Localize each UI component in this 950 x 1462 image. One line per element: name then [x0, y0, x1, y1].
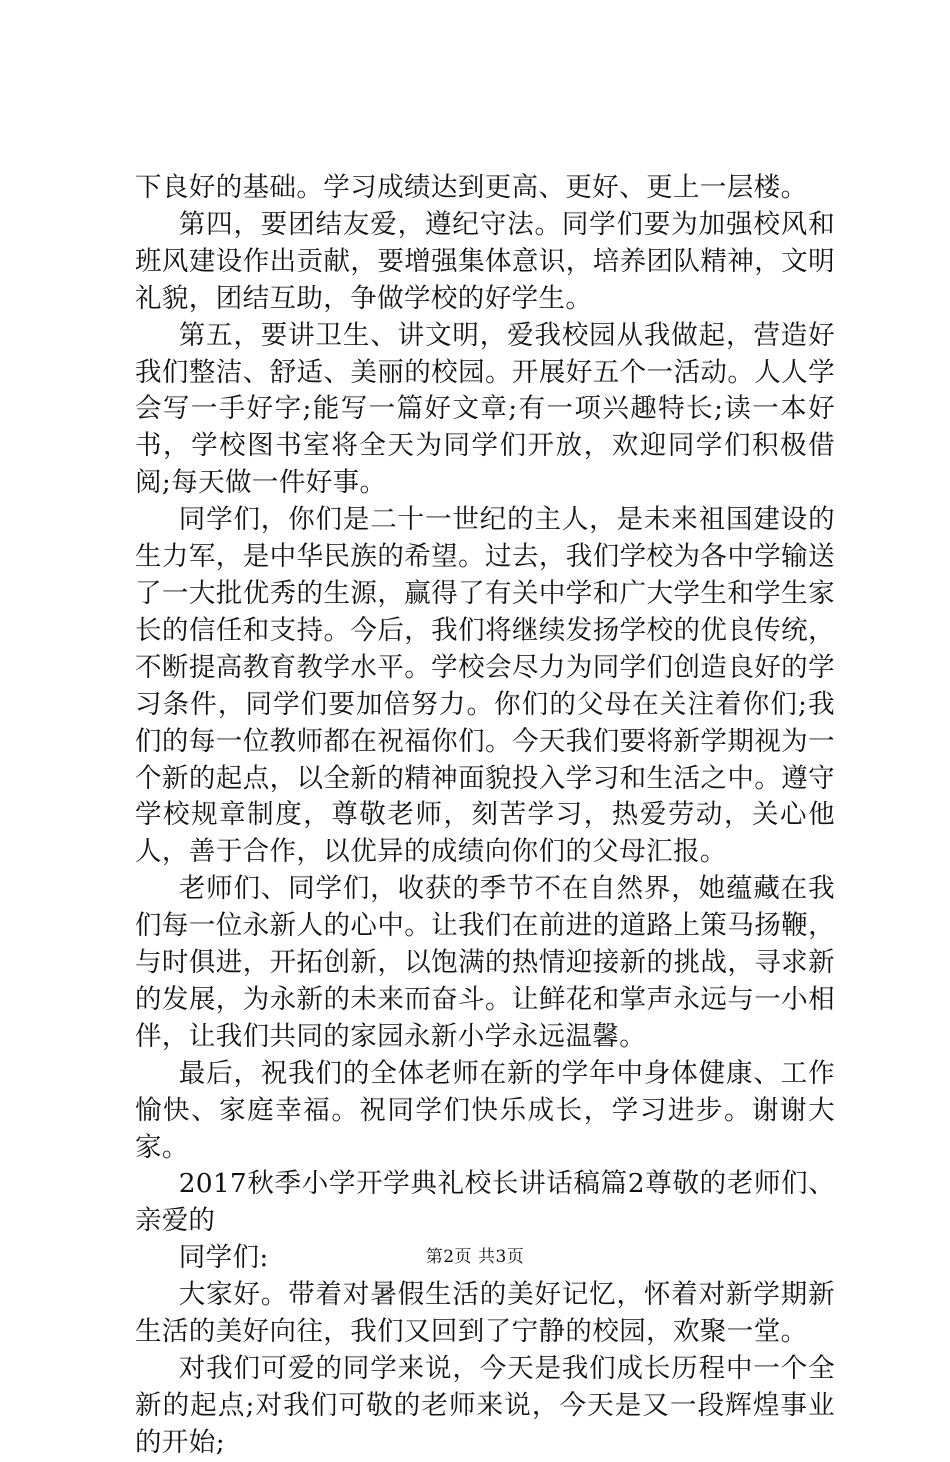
speech-2-greeting: 大家好。带着对暑假生活的美好记忆，怀着对新学期新生活的美好向往，我们又回到了宁静的校园，欢聚一堂。 — [135, 1279, 835, 1348]
speech-2-new-start: 对我们可爱的同学来说，今天是我们成长历程中一个全新的起点;对我们可敬的老师来说，今天是又一段辉煌事业的开始; — [135, 1353, 835, 1458]
paragraph-closing-wishes: 最后，祝我们的全体老师在新的学年中身体健康、工作愉快、家庭幸福。祝同学们快乐成长，学习进步。谢谢大家。 — [135, 1057, 835, 1163]
paragraph-students-future: 同学们，你们是二十一世纪的主人，是未来祖国建设的生力军，是中华民族的希望。过去，我们学校为各中学输送了一大批优秀的生源，赢得了有关中学和广大学生和学生家长的信任和支持。今后，我们将继续发扬学校的优良传统，不断提高教育教学水平。学校会尽力为同学们创造良好的学习条件，同学们要加倍努力。你们的父母在关注着你们;我们的每一位教师都在祝福你们。今天我们要将新学期视为一个新的起点，以全新的精神面貌投入学习和生活之中。遵守学校规章制度，尊敬老师，刻苦学习，热爱劳动，关心他人，善于合作，以优异的成绩向你们的父母汇报。 — [135, 504, 835, 868]
paragraph-fifth-point: 第五，要讲卫生、讲文明，爱我校园从我做起，营造好我们整洁、舒适、美丽的校园。开展好五个一活动。人人学会写一手好字;能写一篇好文章;有一项兴趣特长;读一本好书，学校图书室将全天为同学们开放，欢迎同学们积极借阅;每天做一件好事。 — [135, 319, 835, 499]
paragraph-harvest-season: 老师们、同学们，收获的季节不在自然界，她蕴藏在我们每一位永新人的心中。让我们在前进的道路上策马扬鞭，与时俱进，开拓创新，以饱满的热情迎接新的挑战，寻求新的发展，为永新的未来而奋斗。让鲜花和掌声永远与一小相伴，让我们共同的家园永新小学永远温馨。 — [135, 873, 835, 1052]
speech-2-salutation: 同学们: — [178, 1242, 269, 1274]
document-body — [135, 170, 835, 1462]
paragraph-fourth-point: 第四，要团结友爱，遵纪守法。同学们要为加强校风和班风建设作出贡献，要增强集体意识，培养团队精神，文明礼貌，团结互助，争做学校的好学生。 — [135, 208, 835, 314]
paragraph-continuation: 下良好的基础。学习成绩达到更高、更好、更上一层楼。 — [135, 172, 808, 203]
page-number-footer: 第2页 共3页 — [425, 1247, 525, 1267]
speech-2-title: 2017秋季小学开学典礼校长讲话稿篇2尊敬的老师们、亲爱的 — [135, 1168, 835, 1237]
